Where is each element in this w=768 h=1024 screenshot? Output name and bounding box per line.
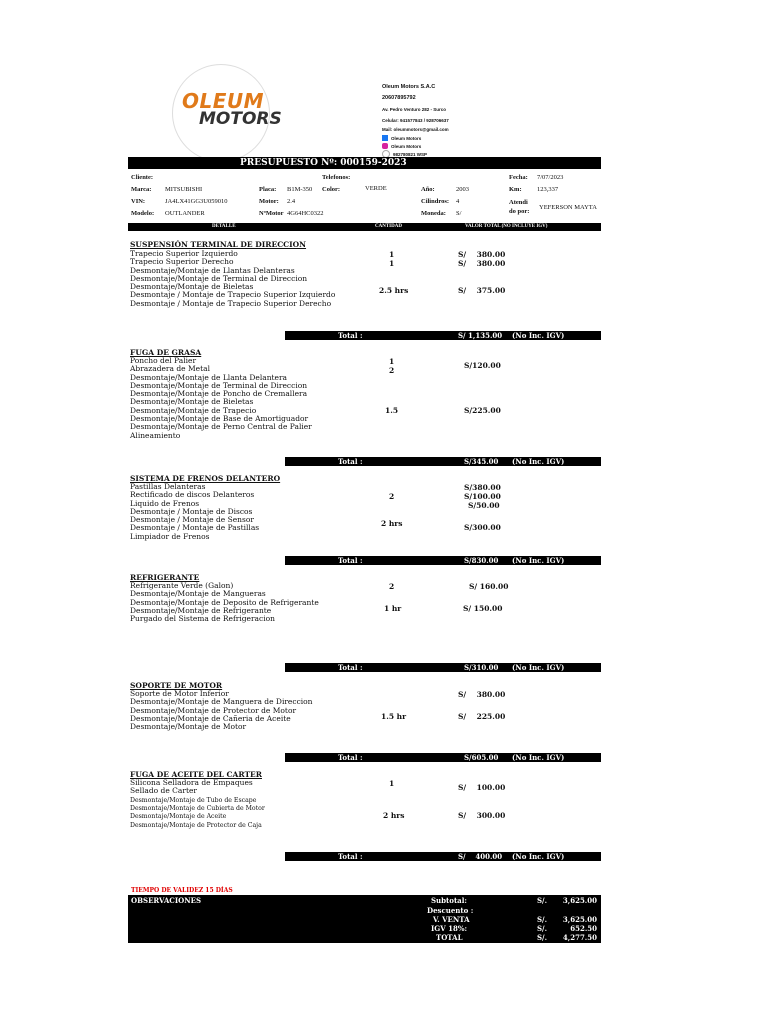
igv-label: IGV 18%: [431,924,468,933]
marca-label: Marca: [131,186,152,193]
observaciones-label: OBSERVACIONES [131,896,202,905]
moneda-label: Moneda: [421,210,446,217]
section-items [130,483,259,541]
qty: 1 [389,259,395,268]
cliente-label: Cliente: [131,174,154,181]
company-info [382,83,449,158]
value: S/380.00 [464,483,501,492]
list-item: Desmontaje/Montaje de Bieletas [130,397,254,407]
atendido-label-2: do por: [509,208,530,215]
column-valor: VALOR TOTAL (NO INCLUYE IGV) [465,224,548,229]
value: S/120.00 [464,361,501,370]
list-item: Desmontaje / Montaje de Discos [130,506,253,516]
total-note: (No Inc. IGV) [512,556,565,565]
anio-value: 2003 [456,186,469,193]
company-logo [172,64,282,162]
company-phones: Celular: 941577843 / 928706637 [382,118,449,123]
value: S/ 100.00 [458,783,506,792]
value: S/ 225.00 [458,712,506,721]
facebook-handle: Oleum Motors [391,135,422,141]
company-address: Av. Pedro Venturo 282 - Surco [382,107,447,112]
section-total-bar [285,753,601,762]
value: S/ 160.00 [469,582,509,591]
total-currency: S/. [537,933,548,942]
section-items [130,690,313,731]
list-item: Desmontaje/Montaje de Llantas Delanteras [130,265,295,275]
total-label: Total : [338,852,363,861]
list-item: Desmontaje/Montaje de Protector de Motor [130,705,297,715]
section-total-bar [285,457,601,466]
value: S/ 380.00 [458,690,506,699]
list-item: Desmontaje/Montaje de Motor [130,722,247,732]
grand-total-value: 4,277.50 [562,933,597,942]
placa-label: Placa: [259,186,277,193]
subtotal-value: 3,625.00 [562,896,597,905]
list-item: Desmontaje/Montaje de Poncho de Cremallera [130,389,308,399]
qty: 2 [389,366,395,375]
qty: 1 hr [384,604,402,613]
qty: 1 [389,357,395,366]
total-label: Total : [338,753,363,762]
list-item: Desmontaje / Montaje de Trapecio Superior Derecho [130,298,332,308]
marca-value: MITSUBISHI [165,186,203,193]
total-value: S/345.00 [464,457,499,466]
list-item: Desmontaje/Montaje de Base de Amortiguador [130,414,309,424]
list-item: Limpiador de Frenos [130,531,210,541]
column-detalle: DETALLE [212,224,236,229]
total-note: (No Inc. IGV) [512,663,565,672]
list-item: Desmontaje/Montaje de Bieletas [130,282,254,292]
atendido-label [509,198,529,216]
igv-value: 652.50 [570,924,597,933]
validity-note: TIEMPO DE VALIDEZ 15 DÍAS [131,887,233,894]
column-header-bar [128,223,601,231]
qty: 2 hrs [381,519,403,528]
section-items-small [130,797,265,830]
qty: 1.5 hr [381,712,407,721]
total-note: (No Inc. IGV) [512,457,565,466]
fecha-value: 7/07/2023 [537,174,564,181]
summary-block [128,895,601,943]
list-item: Refrigerante Verde (Galon) [130,581,234,590]
vin-value: JA4LX41GG3U059010 [165,198,228,205]
list-item: Purgado del Sistema de Refrigeracion [130,614,275,624]
total-value: S/605.00 [464,753,499,762]
km-label: Km: [509,186,522,193]
list-item: Silicona Selladora de Empaques [130,778,253,787]
list-item: Desmontaje/Montaje de Llanta Delantera [130,372,288,382]
list-item: Desmontaje/Montaje de Cañeria de Aceite [130,713,291,723]
descuento-label: Descuento : [427,906,474,915]
value: S/ 150.00 [463,604,503,613]
total-value: S/ 1,135.00 [458,331,503,340]
fecha-label: Fecha: [509,174,528,181]
color-value: VERDE [365,185,387,192]
list-item: Desmontaje/Montaje de Perno Central de Palier [130,422,312,432]
atendido-value: YEFERSON MAYTA [539,204,597,211]
list-item: Desmontaje/Montaje de Trapecio [130,405,257,415]
qty: 2 [389,582,395,591]
total-label: TOTAL [436,933,463,942]
list-item: Desmontaje/Montaje de Refrigerante [130,605,272,615]
company-ruc: 20607895792 [382,95,416,101]
venta-label: V. VENTA [433,915,470,924]
value: S/ 375.00 [458,286,506,295]
moneda-value: S/ [456,210,462,217]
qty: 1 [389,250,395,259]
value: S/225.00 [464,406,501,415]
list-item: Abrazadera de Metal [130,364,211,374]
value: S/300.00 [464,523,501,532]
section-title: FUGA DE ACEITE DEL CARTER [130,770,262,779]
motor-label: Motor: [259,198,279,205]
total-label: Total : [338,331,363,340]
section-items [130,357,312,440]
color-label: Color: [322,186,341,193]
modelo-label: Modelo: [131,210,155,217]
list-item: Pastillas Delanteras [130,482,206,491]
list-item: Desmontaje/Montaje de Protector de Caja [130,821,262,829]
section-title: SISTEMA DE FRENOS DELANTERO [130,474,281,483]
section-total-bar [285,331,601,340]
section-title: SOPORTE DE MOTOR [130,681,223,690]
instagram-icon [382,143,388,149]
list-item: Liquido de Frenos [130,498,200,508]
section-title: REFRIGERANTE [130,573,200,582]
qty: 2 [389,492,395,501]
whatsapp-number: 982780821 WSP [393,151,428,157]
placa-value: B1M-350 [287,186,313,193]
value: S/100.00 [464,492,501,501]
list-item: Desmontaje / Montaje de Trapecio Superior Izquierdo [130,290,336,300]
total-value: S/830.00 [464,556,499,565]
instagram-handle: Oleum Motors [391,143,422,149]
list-item: Rectificado de discos Delanteros [130,490,255,500]
km-value: 123,337 [537,186,559,193]
cilindros-label: Cilindros: [421,198,450,205]
section-items [130,779,253,796]
list-item: Desmontaje/Montaje de Deposito de Refrigerante [130,597,319,607]
value: S/ 300.00 [458,811,506,820]
qty: 2.5 hrs [379,286,409,295]
qty: 1.5 [385,406,399,415]
cilindros-value: 4 [456,198,460,205]
venta-currency: S/. [537,915,548,924]
atendido-label-1: Atendi [509,199,528,206]
list-item: Desmontaje/Montaje de Terminal de Direccion [130,273,308,283]
section-total-bar [285,852,601,861]
value: S/50.00 [468,501,500,510]
list-item: Poncho del Palier [130,356,197,365]
qty: 2 hrs [383,811,405,820]
total-value: S/310.00 [464,663,499,672]
section-total-bar [285,556,601,565]
subtotal-label: Subtotal: [431,896,467,905]
section-items [130,582,319,623]
section-total-bar [285,663,601,672]
facebook-icon [382,135,388,141]
modelo-value: OUTLANDER [165,210,205,217]
page-title: PRESUPUESTO Nº: 000159-2023 [240,158,407,168]
total-label: Total : [338,663,363,672]
value: S/ 380.00 [458,259,506,268]
section-title: SUSPENSIÓN TERMINAL DE DIRECCION [130,240,307,249]
list-item: Desmontaje/Montaje de Tubo de Escape [130,797,257,804]
list-item: Desmontaje/Montaje de Aceite [130,813,227,821]
total-value: S/ 400.00 [458,852,503,861]
list-item: Desmontaje/Montaje de Cubierta de Motor [130,805,265,813]
total-label: Total : [338,556,363,565]
column-cantidad: CANTIDAD [375,224,402,229]
anio-label: Año: [421,186,435,193]
section-title: FUGA DE GRASA [130,348,202,357]
value: S/ 380.00 [458,250,506,259]
telefonos-label: Telefonos: [322,174,351,181]
total-note: (No Inc. IGV) [512,331,565,340]
list-item: Desmontaje / Montaje de Pastillas [130,523,260,533]
list-item: Soporte de Motor Inferior [130,689,229,698]
logo-line1: OLEUM [182,89,265,113]
list-item: Trapecio Superior Izquierdo [130,249,238,258]
list-item: Desmontaje/Montaje de Mangueras [130,589,266,599]
igv-currency: S/. [537,924,548,933]
nmotor-label: NºMotor [259,210,284,217]
list-item: Desmontaje/Montaje de Terminal de Direccion [130,380,308,390]
motor-value: 2.4 [287,198,296,205]
section-items [130,250,335,308]
list-item: Desmontaje/Montaje de Manguera de Direccion [130,697,313,707]
company-mail: Mail: oleummotors@gmail.com [382,127,449,132]
list-item: Desmontaje / Montaje de Sensor [130,515,254,525]
venta-value: 3,625.00 [562,915,597,924]
list-item: Trapecio Superior Derecho [130,257,234,267]
list-item: Sellado de Carter [130,786,198,796]
total-label: Total : [338,457,363,466]
total-note: (No Inc. IGV) [512,753,565,762]
company-name: Oleum Motors S.A.C [382,84,436,90]
nmotor-value: 4G64HC0322 [287,210,324,217]
vin-label: VIN: [131,198,146,205]
title-bar [128,157,601,169]
qty: 1 [389,779,395,788]
logo-line2: MOTORS [199,109,282,129]
list-item: Alineamiento [130,430,181,440]
total-note: (No Inc. IGV) [512,852,565,861]
subtotal-currency: S/. [537,896,548,905]
